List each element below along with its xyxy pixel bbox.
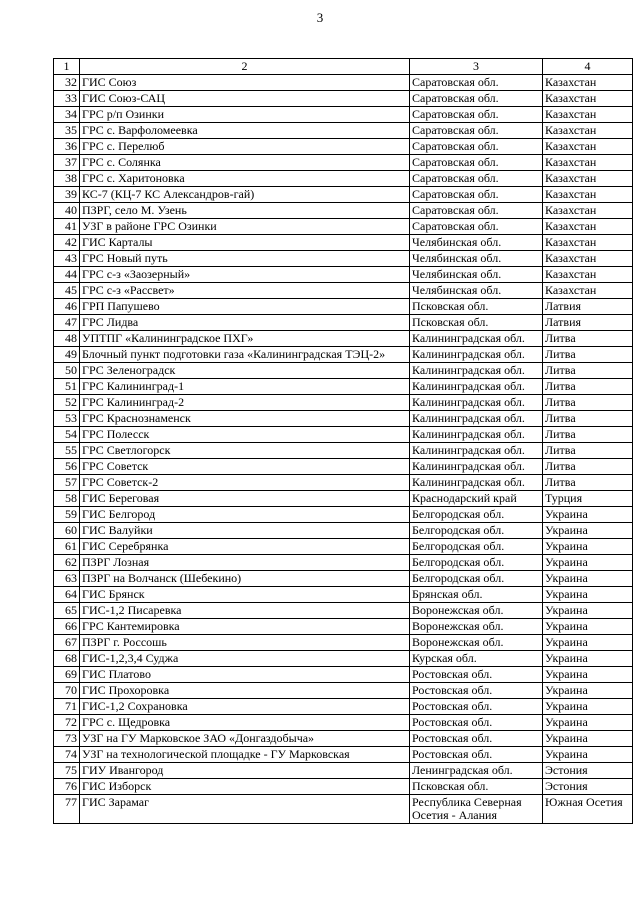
country-name: Казахстан xyxy=(543,91,633,107)
region-name: Ростовская обл. xyxy=(410,667,543,683)
country-name: Казахстан xyxy=(543,75,633,91)
table-row xyxy=(54,491,633,507)
facility-name: ГРС Новый путь xyxy=(80,251,410,267)
facility-name: ПЗРГ г. Россошь xyxy=(80,635,410,651)
table-row xyxy=(54,795,633,824)
region-name: Калининградская обл. xyxy=(410,443,543,459)
country-name: Казахстан xyxy=(543,187,633,203)
region-name: Ростовская обл. xyxy=(410,715,543,731)
facility-name: ПЗРГ Лозная xyxy=(80,555,410,571)
region-name: Воронежская обл. xyxy=(410,603,543,619)
table-row xyxy=(54,91,633,107)
table-row xyxy=(54,123,633,139)
table-row xyxy=(54,747,633,763)
facility-name: УЗГ на ГУ Марковское ЗАО «Донгаздобыча» xyxy=(80,731,410,747)
country-name: Украина xyxy=(543,523,633,539)
table-row xyxy=(54,107,633,123)
facility-name: Блочный пункт подготовки газа «Калининградская ТЭЦ-2» xyxy=(80,347,410,363)
region-name: Белгородская обл. xyxy=(410,523,543,539)
table-row xyxy=(54,555,633,571)
facilities-table xyxy=(53,58,633,824)
country-name: Литва xyxy=(543,363,633,379)
country-name: Украина xyxy=(543,619,633,635)
facility-name: ГРС Краснознаменск xyxy=(80,411,410,427)
row-number: 32 xyxy=(54,75,80,91)
table-row xyxy=(54,347,633,363)
facility-name: УЗГ на технологической площадке - ГУ Марковская xyxy=(80,747,410,763)
facility-name: ГРС с. Солянка xyxy=(80,155,410,171)
facility-name: ПЗРГ на Волчанск (Шебекино) xyxy=(80,571,410,587)
table-row xyxy=(54,187,633,203)
facility-name: ГРС Лидва xyxy=(80,315,410,331)
region-name: Воронежская обл. xyxy=(410,635,543,651)
table-row xyxy=(54,363,633,379)
row-number: 64 xyxy=(54,587,80,603)
table-row xyxy=(54,75,633,91)
table-row xyxy=(54,699,633,715)
region-name: Калининградская обл. xyxy=(410,331,543,347)
region-name: Калининградская обл. xyxy=(410,363,543,379)
table-row xyxy=(54,395,633,411)
region-name: Калининградская обл. xyxy=(410,459,543,475)
row-number: 53 xyxy=(54,411,80,427)
row-number: 50 xyxy=(54,363,80,379)
row-number: 52 xyxy=(54,395,80,411)
table-row xyxy=(54,459,633,475)
row-number: 67 xyxy=(54,635,80,651)
region-name: Саратовская обл. xyxy=(410,155,543,171)
country-name: Казахстан xyxy=(543,267,633,283)
table-row xyxy=(54,315,633,331)
table-row xyxy=(54,203,633,219)
country-name: Латвия xyxy=(543,299,633,315)
facility-name: ГИС Прохоровка xyxy=(80,683,410,699)
country-name: Украина xyxy=(543,603,633,619)
country-name: Литва xyxy=(543,475,633,491)
row-number: 77 xyxy=(54,795,80,824)
facility-name: ГРС Советск xyxy=(80,459,410,475)
facility-name: ГИС Серебрянка xyxy=(80,539,410,555)
facility-name: ГРС с-з «Рассвет» xyxy=(80,283,410,299)
table-row xyxy=(54,523,633,539)
facility-name: УПТПГ «Калининградское ПХГ» xyxy=(80,331,410,347)
table-row xyxy=(54,443,633,459)
country-name: Казахстан xyxy=(543,123,633,139)
header-col-2: 2 xyxy=(80,59,410,75)
region-name: Ростовская обл. xyxy=(410,747,543,763)
facility-name: ГИС Платово xyxy=(80,667,410,683)
facility-name: ГИС-1,2 Сохрановка xyxy=(80,699,410,715)
table-row xyxy=(54,763,633,779)
table-row xyxy=(54,507,633,523)
country-name: Литва xyxy=(543,443,633,459)
facility-name: ГРС с. Харитоновка xyxy=(80,171,410,187)
row-number: 42 xyxy=(54,235,80,251)
table-row xyxy=(54,267,633,283)
facility-name: ГИУ Ивангород xyxy=(80,763,410,779)
facility-name: ГИС-1,2,3,4 Суджа xyxy=(80,651,410,667)
header-col-1: 1 xyxy=(54,59,80,75)
facility-name: ГРС с. Варфоломеевка xyxy=(80,123,410,139)
region-name: Калининградская обл. xyxy=(410,395,543,411)
table-row xyxy=(54,587,633,603)
facility-name: ГИС Карталы xyxy=(80,235,410,251)
region-name: Псковская обл. xyxy=(410,315,543,331)
country-name: Южная Осетия xyxy=(543,795,633,824)
region-name: Курская обл. xyxy=(410,651,543,667)
region-name: Саратовская обл. xyxy=(410,219,543,235)
table-row xyxy=(54,331,633,347)
facility-name: ГИС Белгород xyxy=(80,507,410,523)
row-number: 71 xyxy=(54,699,80,715)
table-row xyxy=(54,683,633,699)
table-row xyxy=(54,235,633,251)
country-name: Украина xyxy=(543,651,633,667)
row-number: 33 xyxy=(54,91,80,107)
row-number: 65 xyxy=(54,603,80,619)
region-name: Воронежская обл. xyxy=(410,619,543,635)
facility-name: ГРС р/п Озинки xyxy=(80,107,410,123)
country-name: Украина xyxy=(543,635,633,651)
facility-name: ГИС-1,2 Писаревка xyxy=(80,603,410,619)
row-number: 46 xyxy=(54,299,80,315)
row-number: 59 xyxy=(54,507,80,523)
region-name: Саратовская обл. xyxy=(410,123,543,139)
row-number: 69 xyxy=(54,667,80,683)
row-number: 34 xyxy=(54,107,80,123)
row-number: 45 xyxy=(54,283,80,299)
facility-name: ГРС с-з «Заозерный» xyxy=(80,267,410,283)
country-name: Украина xyxy=(543,747,633,763)
row-number: 51 xyxy=(54,379,80,395)
row-number: 44 xyxy=(54,267,80,283)
country-name: Эстония xyxy=(543,779,633,795)
row-number: 35 xyxy=(54,123,80,139)
row-number: 60 xyxy=(54,523,80,539)
country-name: Латвия xyxy=(543,315,633,331)
region-name: Саратовская обл. xyxy=(410,139,543,155)
region-name: Саратовская обл. xyxy=(410,171,543,187)
row-number: 49 xyxy=(54,347,80,363)
table-row xyxy=(54,619,633,635)
region-name: Калининградская обл. xyxy=(410,347,543,363)
row-number: 61 xyxy=(54,539,80,555)
country-name: Казахстан xyxy=(543,139,633,155)
header-col-3: 3 xyxy=(410,59,543,75)
region-name: Белгородская обл. xyxy=(410,555,543,571)
country-name: Украина xyxy=(543,507,633,523)
table-row xyxy=(54,139,633,155)
region-name: Ростовская обл. xyxy=(410,731,543,747)
facility-name: ГРС Кантемировка xyxy=(80,619,410,635)
table-row xyxy=(54,571,633,587)
table-row xyxy=(54,651,633,667)
table-row xyxy=(54,731,633,747)
country-name: Украина xyxy=(543,667,633,683)
region-name: Белгородская обл. xyxy=(410,507,543,523)
country-name: Украина xyxy=(543,715,633,731)
country-name: Литва xyxy=(543,379,633,395)
region-name: Саратовская обл. xyxy=(410,91,543,107)
row-number: 57 xyxy=(54,475,80,491)
facility-name: КС-7 (КЦ-7 КС Александров-гай) xyxy=(80,187,410,203)
country-name: Казахстан xyxy=(543,283,633,299)
region-name: Ростовская обл. xyxy=(410,683,543,699)
row-number: 39 xyxy=(54,187,80,203)
header-col-4: 4 xyxy=(543,59,633,75)
facility-name: ГРС Калининград-1 xyxy=(80,379,410,395)
country-name: Украина xyxy=(543,571,633,587)
country-name: Казахстан xyxy=(543,155,633,171)
row-number: 74 xyxy=(54,747,80,763)
table-row xyxy=(54,219,633,235)
country-name: Украина xyxy=(543,699,633,715)
region-name: Челябинская обл. xyxy=(410,267,543,283)
facility-name: УЗГ в районе ГРС Озинки xyxy=(80,219,410,235)
table-row xyxy=(54,667,633,683)
country-name: Украина xyxy=(543,731,633,747)
table-row xyxy=(54,635,633,651)
facility-name: ГРС Калининград-2 xyxy=(80,395,410,411)
row-number: 37 xyxy=(54,155,80,171)
table-row xyxy=(54,379,633,395)
row-number: 54 xyxy=(54,427,80,443)
facility-name: ГРС Советск-2 xyxy=(80,475,410,491)
country-name: Украина xyxy=(543,539,633,555)
country-name: Литва xyxy=(543,347,633,363)
region-name: Ростовская обл. xyxy=(410,699,543,715)
row-number: 55 xyxy=(54,443,80,459)
country-name: Украина xyxy=(543,683,633,699)
region-name: Саратовская обл. xyxy=(410,187,543,203)
table-body xyxy=(54,75,633,824)
country-name: Украина xyxy=(543,587,633,603)
facility-name: ГИС Береговая xyxy=(80,491,410,507)
region-name: Калининградская обл. xyxy=(410,475,543,491)
row-number: 70 xyxy=(54,683,80,699)
country-name: Казахстан xyxy=(543,107,633,123)
table-row xyxy=(54,779,633,795)
facility-name: ПЗРГ, село М. Узень xyxy=(80,203,410,219)
region-name: Саратовская обл. xyxy=(410,203,543,219)
row-number: 73 xyxy=(54,731,80,747)
region-name: Краснодарский край xyxy=(410,491,543,507)
region-name: Челябинская обл. xyxy=(410,283,543,299)
facility-name: ГИС Брянск xyxy=(80,587,410,603)
row-number: 68 xyxy=(54,651,80,667)
row-number: 76 xyxy=(54,779,80,795)
country-name: Литва xyxy=(543,427,633,443)
country-name: Литва xyxy=(543,395,633,411)
row-number: 40 xyxy=(54,203,80,219)
table-row xyxy=(54,155,633,171)
region-name: Саратовская обл. xyxy=(410,75,543,91)
country-name: Казахстан xyxy=(543,171,633,187)
region-name: Белгородская обл. xyxy=(410,571,543,587)
country-name: Казахстан xyxy=(543,251,633,267)
row-number: 66 xyxy=(54,619,80,635)
facility-name: ГРП Папушево xyxy=(80,299,410,315)
table-row xyxy=(54,475,633,491)
row-number: 75 xyxy=(54,763,80,779)
country-name: Турция xyxy=(543,491,633,507)
table-row xyxy=(54,251,633,267)
region-name: Ленинградская обл. xyxy=(410,763,543,779)
row-number: 41 xyxy=(54,219,80,235)
region-name: Калининградская обл. xyxy=(410,411,543,427)
facility-name: ГРС Светлогорск xyxy=(80,443,410,459)
facility-name: ГИС Зарамаг xyxy=(80,795,410,824)
region-name: Псковская обл. xyxy=(410,779,543,795)
facility-name: ГРС с. Перелюб xyxy=(80,139,410,155)
row-number: 38 xyxy=(54,171,80,187)
facility-name: ГИС Союз-САЦ xyxy=(80,91,410,107)
facility-name: ГРС с. Щедровка xyxy=(80,715,410,731)
country-name: Украина xyxy=(543,555,633,571)
row-number: 56 xyxy=(54,459,80,475)
row-number: 72 xyxy=(54,715,80,731)
table-row xyxy=(54,171,633,187)
region-name: Белгородская обл. xyxy=(410,539,543,555)
region-name: Саратовская обл. xyxy=(410,107,543,123)
region-name: Псковская обл. xyxy=(410,299,543,315)
row-number: 47 xyxy=(54,315,80,331)
country-name: Эстония xyxy=(543,763,633,779)
country-name: Литва xyxy=(543,459,633,475)
facility-name: ГРС Зеленоградск xyxy=(80,363,410,379)
table-row xyxy=(54,603,633,619)
table-row xyxy=(54,427,633,443)
row-number: 62 xyxy=(54,555,80,571)
facility-name: ГИС Союз xyxy=(80,75,410,91)
row-number: 48 xyxy=(54,331,80,347)
facility-name: ГИС Валуйки xyxy=(80,523,410,539)
table-header-row xyxy=(54,59,633,75)
table-row xyxy=(54,299,633,315)
region-name: Республика Северная Осетия - Алания xyxy=(410,795,543,824)
country-name: Литва xyxy=(543,331,633,347)
region-name: Калининградская обл. xyxy=(410,379,543,395)
region-name: Калининградская обл. xyxy=(410,427,543,443)
facility-name: ГРС Полесск xyxy=(80,427,410,443)
country-name: Литва xyxy=(543,411,633,427)
country-name: Казахстан xyxy=(543,219,633,235)
table-row xyxy=(54,715,633,731)
country-name: Казахстан xyxy=(543,203,633,219)
table-row xyxy=(54,283,633,299)
region-name: Челябинская обл. xyxy=(410,235,543,251)
region-name: Челябинская обл. xyxy=(410,251,543,267)
country-name: Казахстан xyxy=(543,235,633,251)
row-number: 43 xyxy=(54,251,80,267)
region-name: Брянская обл. xyxy=(410,587,543,603)
page-number: 3 xyxy=(316,10,324,25)
row-number: 63 xyxy=(54,571,80,587)
row-number: 58 xyxy=(54,491,80,507)
table-row xyxy=(54,411,633,427)
row-number: 36 xyxy=(54,139,80,155)
facility-name: ГИС Изборск xyxy=(80,779,410,795)
table-row xyxy=(54,539,633,555)
